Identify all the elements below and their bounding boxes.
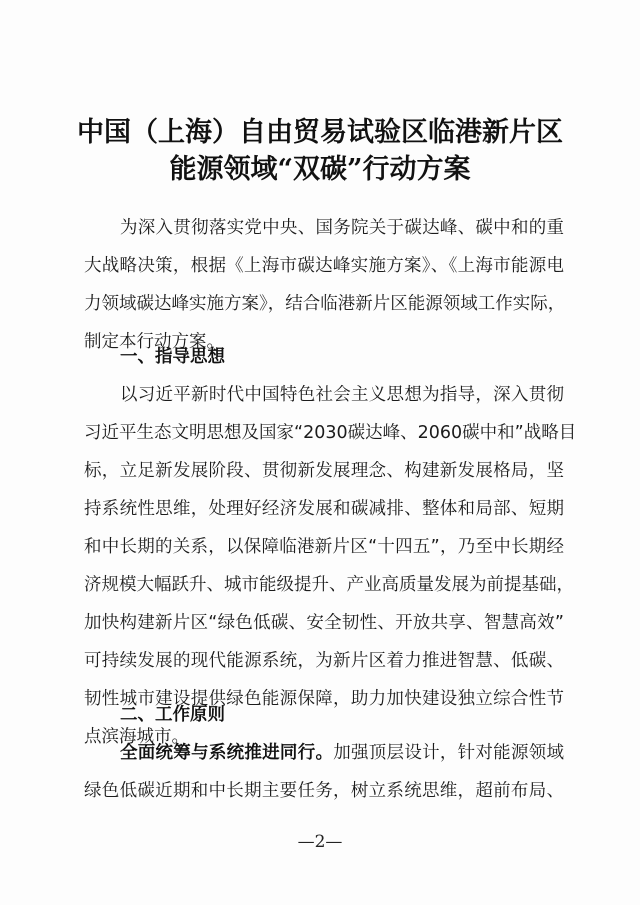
document-title-line-1: 中国（上海）自由贸易试验区临港新片区 [77,117,563,148]
document-title-line-2: 能源领域“双碳”行动方案 [169,154,471,185]
section-heading: 二、工作原则 [120,705,225,725]
paragraph-line: 大战略决策，根据《上海市碳达峰实施方案》、《上海市能源电 [84,256,564,276]
paragraph-line: 点滨海城市。 [84,727,189,747]
principle-title: 全面统筹与系统推进同行。 [120,743,334,763]
paragraph-line: 韧性城市建设提供绿色能源保障，助力加快建设独立综合性节 [84,689,564,709]
principle-text: 加强顶层设计，针对能源领域 [333,743,564,763]
paragraph-line: 以习近平新时代中国特色社会主义思想为指导，深入贯彻 [120,385,564,405]
paragraph-line [84,738,564,768]
paragraph-line: 标，立足新发展阶段、贯彻新发展理念、构建新发展格局，坚 [84,461,564,481]
paragraph-line: 制定本行动方案。 [84,332,224,352]
paragraph-line: 加快构建新片区“绿色低碳、安全韧性、开放共享、智慧高效” [84,613,564,633]
paragraph-line: 持系统性思维，处理好经济发展和碳减排、整体和局部、短期 [84,499,564,519]
paragraph-line: 习近平生态文明思想及国家“2030碳达峰、2060碳中和”战略目 [84,423,577,443]
paragraph-line: 和中长期的关系，以保障临港新片区“十四五”，乃至中长期经 [84,537,564,557]
paragraph-line: 可持续发展的现代能源系统，为新片区着力推进智慧、低碳、 [84,651,564,671]
paragraph-line: 为深入贯彻落实党中央、国务院关于碳达峰、碳中和的重 [120,218,564,238]
paragraph-line: 绿色低碳近期和中长期主要任务，树立系统思维，超前布局、 [84,781,564,801]
paragraph-line: 力领域碳达峰实施方案》，结合临港新片区能源领域工作实际， [84,294,566,314]
page-number: —2— [297,832,343,852]
paragraph-line: 济规模大幅跃升、城市能级提升、产业高质量发展为前提基础， [84,575,574,595]
section-heading: 一、指导思想 [120,347,225,367]
